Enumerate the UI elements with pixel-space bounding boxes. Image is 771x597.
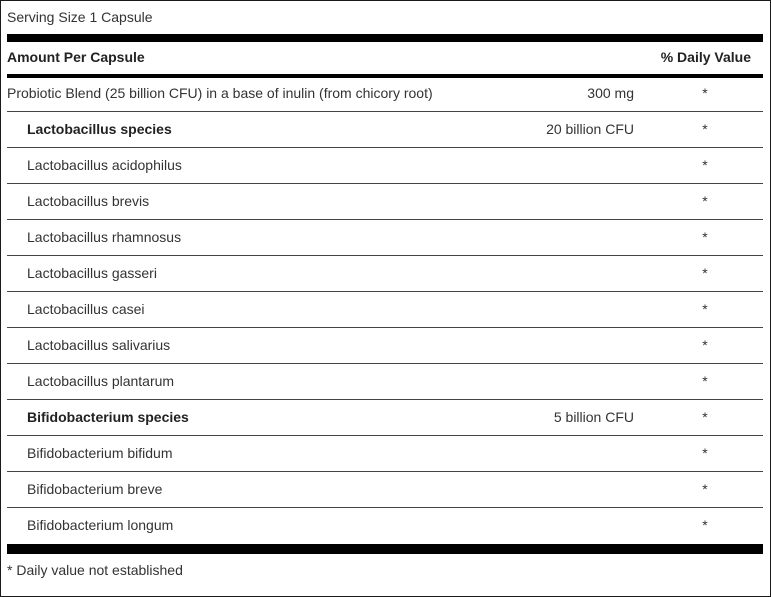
serving-size: Serving Size 1 Capsule (7, 9, 153, 25)
ingredient-name: Lactobacillus casei (27, 301, 145, 317)
ingredient-amount: 300 mg (587, 85, 634, 101)
table-row (7, 508, 763, 543)
bottom-divider-bar (7, 544, 763, 554)
daily-value: * (702, 121, 708, 137)
table-header (7, 42, 763, 78)
table-row (7, 292, 763, 328)
ingredient-amount: 5 billion CFU (553, 409, 634, 425)
ingredient-name: Bifidobacterium bifidum (27, 445, 173, 461)
daily-value: * (702, 481, 708, 497)
ingredient-name: Lactobacillus gasseri (27, 265, 157, 281)
table-row (7, 148, 763, 184)
footnote: * Daily value not established (7, 562, 183, 578)
ingredient-name: Lactobacillus acidophilus (27, 157, 182, 173)
ingredient-name: Lactobacillus brevis (27, 193, 150, 209)
daily-value: * (702, 157, 708, 173)
ingredient-rows (7, 76, 763, 543)
daily-value: * (702, 409, 708, 425)
daily-value: * (702, 445, 708, 461)
table-row (7, 400, 763, 436)
ingredient-name: Bifidobacterium breve (27, 481, 163, 497)
daily-value: * (702, 337, 708, 353)
table-row (7, 112, 763, 148)
daily-value: * (702, 229, 708, 245)
daily-value: * (702, 373, 708, 389)
table-row (7, 220, 763, 256)
top-divider-bar (7, 34, 763, 42)
ingredient-name: Bifidobacterium longum (27, 517, 174, 533)
ingredient-amount: 20 billion CFU (546, 121, 634, 137)
daily-value: * (702, 265, 708, 281)
daily-value-heading: % Daily Value (660, 49, 751, 65)
ingredient-name: Lactobacillus plantarum (27, 373, 175, 389)
daily-value: * (702, 301, 708, 317)
table-row (7, 364, 763, 400)
table-row (7, 436, 763, 472)
ingredient-name: Lactobacillus salivarius (27, 337, 171, 353)
daily-value: * (702, 193, 708, 209)
ingredient-name: Bifidobacterium species (27, 409, 189, 425)
amount-per-capsule-heading: Amount Per Capsule (7, 49, 145, 65)
daily-value: * (702, 517, 708, 533)
table-row (7, 76, 763, 112)
ingredient-name: Lactobacillus rhamnosus (27, 229, 182, 245)
table-row (7, 328, 763, 364)
table-row (7, 256, 763, 292)
daily-value: * (702, 85, 708, 101)
table-row (7, 184, 763, 220)
table-row (7, 472, 763, 508)
ingredient-name: Probiotic Blend (25 billion CFU) in a base of inulin (from chicory root) (7, 85, 433, 101)
ingredient-name: Lactobacillus species (27, 121, 172, 137)
